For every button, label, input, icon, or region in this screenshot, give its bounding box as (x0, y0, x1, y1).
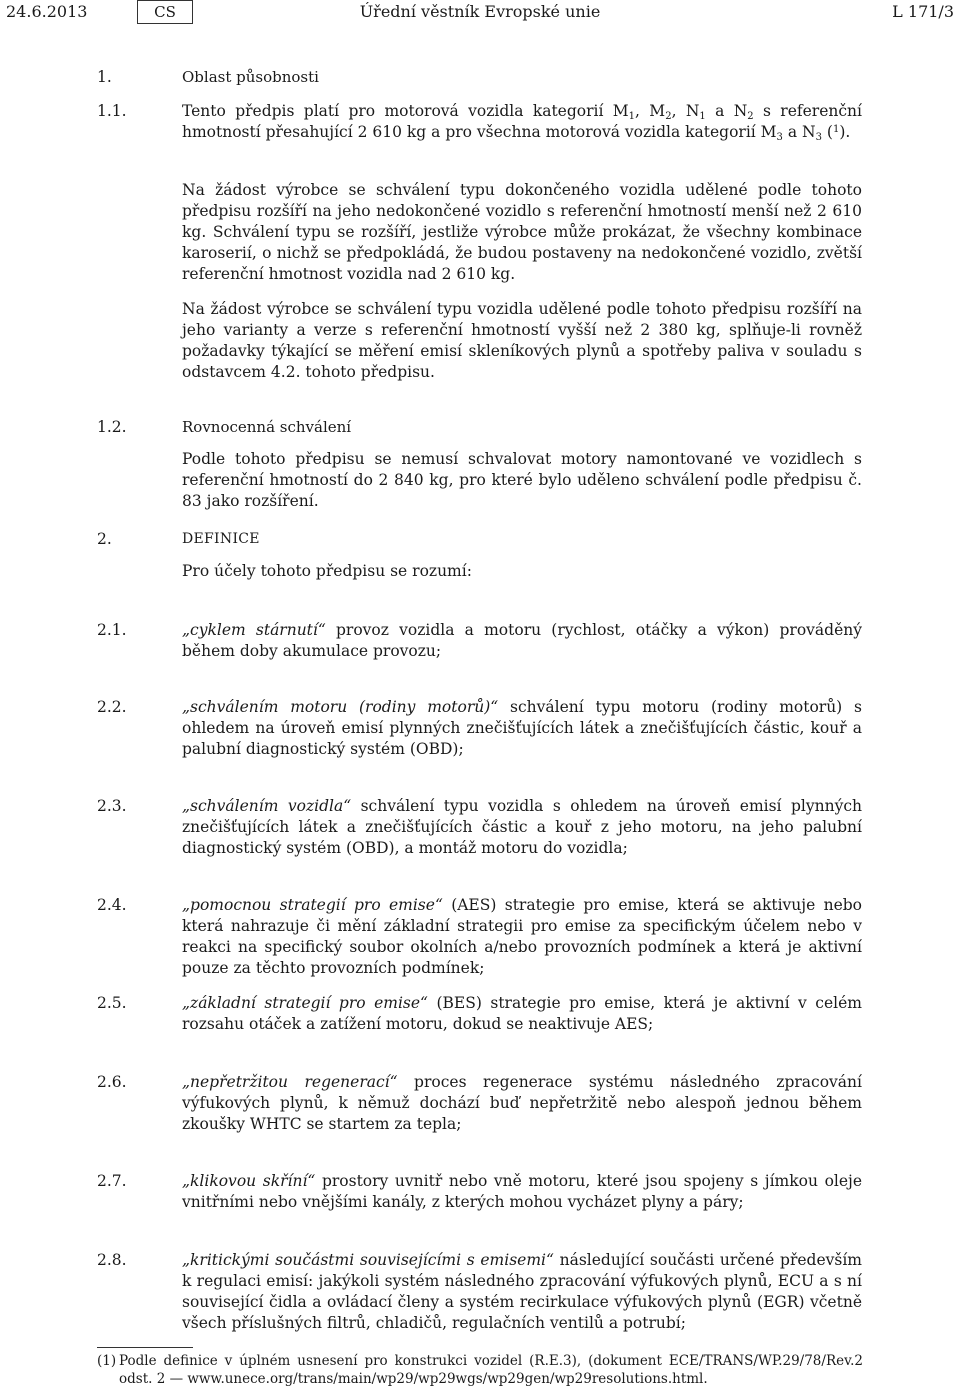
section-number: 1.1. (97, 102, 127, 120)
section-title: Rovnocenná schválení (182, 418, 352, 436)
footnote-text: Podle definice v úplném usnesení pro konstrukci vozidel (R.E.3), (dokument ECE/TRANS/WP.29/78/Rev.2 odst. 2 — www.unece.org/trans/main/wp29/wp29wgs/wp29gen/wp29resolutions.html. (119, 1353, 863, 1387)
footnote-reference[interactable]: 1 (832, 124, 840, 135)
definition-text: „cyklem stárnutí“ provoz vozidla a motoru (rychlost, otáčky a výkon) prováděný během doby akumulace provozu; (182, 621, 863, 660)
defined-term: „cyklem stárnutí“ (182, 621, 326, 639)
paragraph: Na žádost výrobce se schválení typu vozidla udělené podle tohoto předpisu rozšíří na jeho varianty a verze s referenční hmotností vyšší než 2 380 kg, splňuje-li rovněž požadavky týkající se měření emisí skleníkových plynů a spotřeby paliva v souladu s odstavcem 4.2. tohoto předpisu. (182, 300, 862, 381)
defined-term: „klikovou skříní“ (182, 1172, 316, 1190)
definition-text: „nepřetržitou regenerací“ proces regenerace systému následného zpracování výfukových plynů, k němuž dochází buď nepřetržitě nebo alespoň jednou během zkoušky WHTC se startem za tepla; (182, 1073, 862, 1133)
definition-number: 2.1. (97, 621, 127, 639)
defined-term: „základní strategií pro emise“ (182, 994, 428, 1012)
defined-term: „pomocnou strategií pro emise“ (182, 896, 443, 914)
page-header (0, 0, 960, 28)
definition-number: 2.7. (97, 1172, 127, 1190)
definition-text: „schválením motoru (rodiny motorů)“ schválení typu motoru (rodiny motorů) s ohledem na úroveň emisí plynných znečišťujících látek a znečišťujících částic, kouř a palubní diagnostický systém (OBD); (182, 698, 862, 758)
section-title: DEFINICE (182, 531, 260, 547)
definition-number: 2.3. (97, 797, 127, 815)
section-number: 1. (97, 68, 112, 86)
language-badge: CS (137, 0, 193, 24)
footnote-mark: (1) (97, 1353, 117, 1369)
definition-text: „klikovou skříní“ prostory uvnitř nebo vně motoru, které jsou spojeny s jímkou oleje vnitřními nebo vnějšími kanály, z kterých mohou vycházet plyny a páry; (182, 1172, 863, 1211)
page-number: L 171/3 (892, 2, 954, 21)
definition-number: 2.2. (97, 698, 127, 716)
defined-term: „schválením motoru (rodiny motorů)“ (182, 698, 499, 716)
definition-number: 2.8. (97, 1251, 127, 1269)
section-number: 2. (97, 530, 112, 548)
defined-term: „schválením vozidla“ (182, 797, 352, 815)
publication-date: 24.6.2013 (6, 2, 88, 21)
paragraph: Pro účely tohoto předpisu se rozumí: (182, 562, 472, 580)
footnote-divider (97, 1347, 193, 1348)
definition-number: 2.4. (97, 896, 127, 914)
definition-number: 2.6. (97, 1073, 127, 1091)
paragraph: Na žádost výrobce se schválení typu dokončeného vozidla udělené podle tohoto předpisu rozšíří na jeho nedokončené vozidlo s referenční hmotností menší než 2 610 kg. Schválení typu se rozšíří, jestliže výrobce může prokázat, že všechny kombinace karoserií, o nichž se předpokládá, že budou postaveny na nedokončené vozidlo, zvětší referenční hmotnost vozidla nad 2 610 kg. (182, 181, 862, 283)
defined-term: „kritickými součástmi souvisejícími s emisemi“ (182, 1251, 554, 1269)
journal-title: Úřední věstník Evropské unie (359, 2, 601, 21)
section-number: 1.2. (97, 418, 127, 436)
section-body (182, 101, 862, 143)
paragraph: Tento předpis platí pro motorová vozidla kategorií $M_1$, $M_2$, $N_1$ a $N_2$ s referenční hmotností přesahující 2 610 kg a pro všechna motorová vozidla kategorií $M_3$ a $N_3$ ($^1$). (182, 102, 862, 143)
definition-text: „pomocnou strategií pro emise“ (AES) strategie pro emise, která se aktivuje nebo která nahrazuje či mění základní strategii pro emise za specifickým účelem nebo v reakci na specifický soubor okolních a/nebo provozních podmínek a která je aktivní pouze za těchto provozních podmínek; (182, 896, 862, 977)
definition-text: „základní strategií pro emise“ (BES) strategie pro emise, která je aktivní v celém rozsahu otáček a zatížení motoru, dokud se neaktivuje AES; (182, 994, 862, 1033)
definition-text: „schválením vozidla“ schválení typu vozidla s ohledem na úroveň emisí plynných znečišťujících látek a znečišťujících částic a kouř z jeho motoru, na jeho palubní diagnostický systém (OBD), a montáž motoru do vozidla; (182, 797, 862, 857)
definition-text: „kritickými součástmi souvisejícími s emisemi“ následující součásti určené především k regulaci emisí: jakýkoli systém následného zpracování výfukových plynů, ECU a s ní související čidla a ovládací členy a systém recirkulace výfukových plynů (EGR) včetně všech příslušných filtrů, chladičů, regulačních ventilů a potrubí; (182, 1251, 862, 1332)
definition-number: 2.5. (97, 994, 127, 1012)
section-title: Oblast působnosti (182, 68, 319, 86)
paragraph: Podle tohoto předpisu se nemusí schvalovat motory namontované ve vozidlech s referenční hmotností do 2 840 kg, pro které bylo uděleno schválení podle předpisu č. 83 jako rozšíření. (182, 450, 862, 510)
defined-term: „nepřetržitou regenerací“ (182, 1073, 398, 1091)
